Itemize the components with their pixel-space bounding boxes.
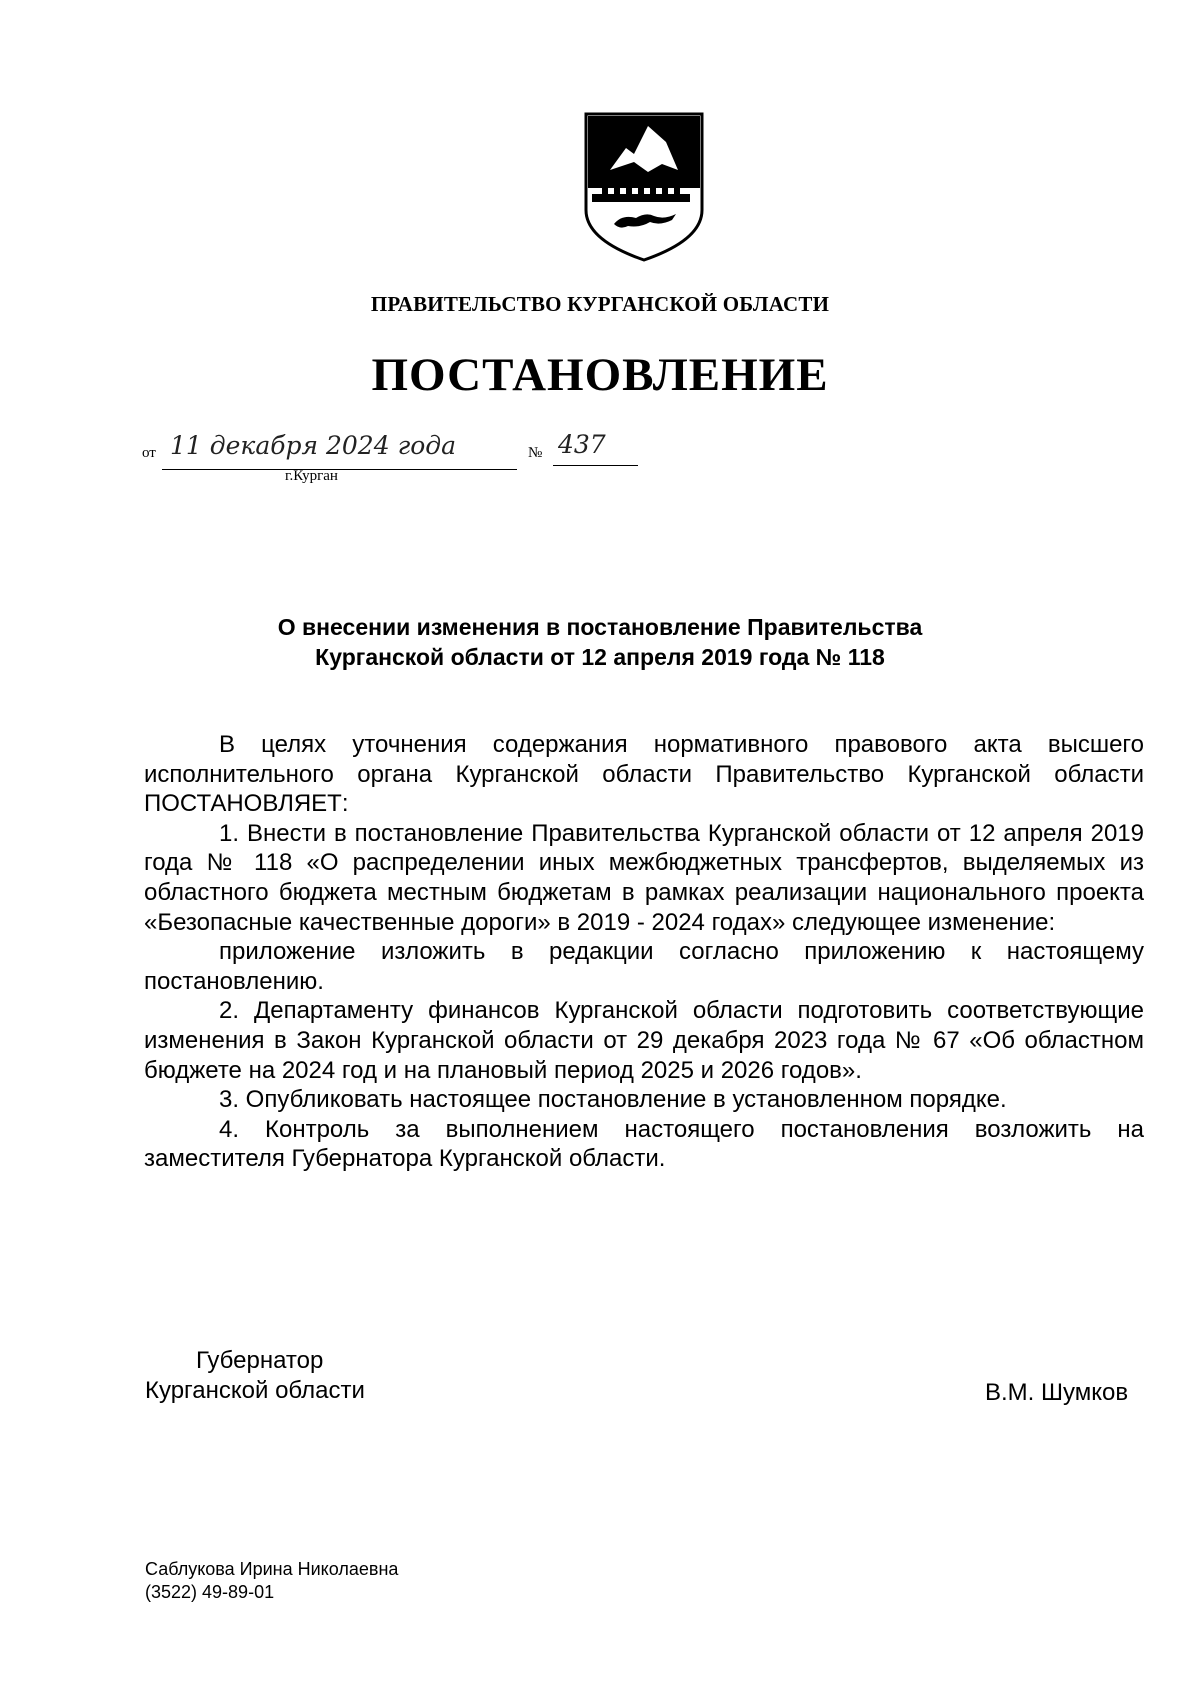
contact-phone: (3522) 49-89-01 — [145, 1582, 275, 1602]
body-paragraph: 4. Контроль за выполнением настоящего постановления возложить на заместителя Губернатора Курганской области. — [144, 1115, 1144, 1173]
date-underline — [162, 469, 517, 470]
handwritten-date: 11 декабря 2024 года — [170, 431, 456, 460]
subject-line-1: О внесении изменения в постановление Правительства — [277, 614, 923, 640]
number-label: № — [528, 445, 543, 461]
document-body — [144, 730, 1144, 1174]
city-label: г.Курган — [285, 468, 338, 484]
body-paragraph: 2. Департаменту финансов Курганской области подготовить соответствующие изменения в Закон Курганской области от 29 декабря 2023 года № 67 «Об областном бюджете на 2024 год и на плановый период 2025 и 2026 годов». — [144, 997, 1144, 1084]
document-type-title: ПОСТАНОВЛЕНИЕ — [371, 349, 829, 401]
body-paragraph: 1. Внести в постановление Правительства Курганской области от 12 апреля 2019 года № 118 «О распределении иных межбюджетных трансфертов, выделяемых из областного бюджета местным бюджетам в рамках реализации национального проекта «Безопасные качественные дороги» в 2019 - 2024 годах» следующее изменение: — [144, 819, 1144, 936]
body-paragraph: 3. Опубликовать настоящее постановление в установленном порядке. — [219, 1086, 1007, 1114]
contact-name: Саблукова Ирина Николаевна — [145, 1559, 399, 1579]
number-underline — [553, 465, 638, 466]
handwritten-number: 437 — [558, 430, 606, 459]
organization-title: ПРАВИТЕЛЬСТВО КУРГАНСКОЙ ОБЛАСТИ — [370, 292, 830, 316]
signatory-position-line-2: Курганской области — [145, 1377, 365, 1404]
document-subject — [0, 612, 1200, 672]
contact-info — [145, 1558, 398, 1604]
body-paragraph: В целях уточнения содержания нормативного правового акта высшего исполнительного органа Курганской области Правительство Курганской области ПОСТАНОВЛЯЕТ: — [144, 731, 1144, 818]
signatory-position-line-1: Губернатор — [196, 1347, 324, 1374]
date-prefix: от — [142, 445, 156, 461]
coat-of-arms-icon — [582, 112, 706, 262]
signatory-name: В.М. Шумков — [985, 1379, 1129, 1406]
subject-line-2: Курганской области от 12 апреля 2019 года № 118 — [315, 644, 885, 670]
body-paragraph: приложение изложить в редакции согласно приложению к настоящему постановлению. — [144, 938, 1144, 995]
